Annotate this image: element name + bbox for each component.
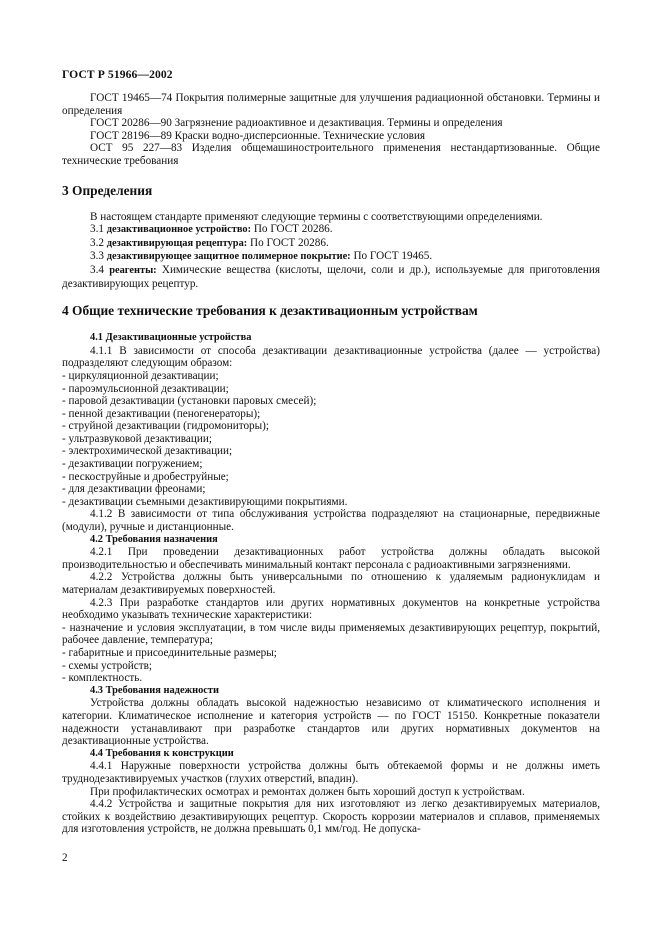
list-item: - пароэмульсионной дезактивации;	[62, 382, 229, 395]
subsection-4-3-heading: 4.3 Требования надежности	[90, 684, 219, 696]
list-item: - дезактивации съемными дезактивирующими покрытиями.	[62, 495, 348, 508]
list-item: - габаритные и присоединительные размеры;	[62, 646, 277, 659]
paragraph-4-4-1-continued: При профилактических осмотрах и ремонтах должен быть хороший доступ к устройствам.	[90, 785, 525, 798]
list-item: - паровой дезактивации (установки паровых смесей);	[62, 395, 317, 408]
definition-text: По ГОСТ 20286.	[247, 236, 329, 249]
definition-term: дезактивирующее защитное полимерное покрытие:	[106, 251, 351, 263]
definition-number: 3.3	[90, 250, 107, 263]
list-item: - для дезактивации фреонами;	[62, 483, 206, 496]
section-4-heading: 4 Общие технические требования к дезактивационным устройствам	[62, 303, 478, 319]
paragraph-4-4-2: 4.4.2 Устройства и защитные покрытия для них изготовляют из легко дезактивируемых материалов, стойких к воздействию дезактивирующих рецептур. Скорость коррозии материалов и сплавов, применяемых для изготовления устройств, не должна превышать 0,1 мм/год. Не допуска-	[62, 798, 600, 836]
list-item: - назначение и условия эксплуатации, в том числе виды применяемых дезактивирующих рецептур, покрытий, рабочее давление, температура;	[62, 621, 600, 647]
definition-item	[62, 250, 600, 264]
page-number: 2	[62, 852, 68, 864]
paragraph-4-3: Устройства должны обладать высокой надежностью независимо от климатического исполнения и категории. Климатическое исполнение и категория устройств — по ГОСТ 15150. Конкретные показатели надежности устанавливают при разработке стандартов или других нормативных документов на дезактивационные устройства.	[62, 697, 600, 748]
subsection-4-2-heading: 4.2 Требования назначения	[90, 533, 218, 545]
list-item: - струйной дезактивации (гидромониторы);	[62, 420, 270, 433]
list-item: - циркуляционной дезактивации;	[62, 369, 219, 382]
list-item: - пескоструйные и дробеструйные;	[62, 470, 229, 483]
definition-text: По ГОСТ 20286.	[251, 223, 333, 236]
ref-paragraph: ГОСТ 28196—89 Краски водно-дисперсионные. Технические условия	[90, 129, 426, 142]
definition-number: 3.4	[90, 263, 110, 276]
ref-paragraph: ГОСТ 19465—74 Покрытия полимерные защитные для улучшения радиационной обстановки. Термины и определения	[62, 92, 600, 117]
page-body	[62, 92, 600, 836]
ref-paragraph: ГОСТ 20286—90 Загрязнение радиоактивное и дезактивация. Термины и определения	[90, 117, 503, 130]
list-item: - ультразвуковой дезактивации;	[62, 432, 212, 445]
paragraph-4-2-3: 4.2.3 При разработке стандартов или других нормативных документов на конкретные устройства необходимо указывать технические характеристики:	[62, 596, 600, 622]
list-item: - дезактивации погружением;	[62, 458, 203, 471]
subsection-4-1-heading: 4.1 Дезактивационные устройства	[90, 332, 252, 344]
definition-term: дезактивирующая рецептура:	[106, 237, 248, 249]
paragraph-4-4-1: 4.4.1 Наружные поверхности устройства должны быть обтекаемой формы и не должны иметь труднодезактивируемых участков (глухих отверстий, впадин).	[62, 760, 600, 785]
definition-item	[62, 223, 600, 237]
definition-item	[62, 237, 600, 251]
subsection-4-4-heading: 4.4 Требования к конструкции	[90, 747, 234, 759]
definition-term: реагенты:	[109, 264, 157, 276]
paragraph-4-1-1: 4.1.1 В зависимости от способа дезактивации дезактивационные устройства (далее — устройства) подразделяют следующим образом:	[62, 344, 600, 370]
paragraph-4-2-2: 4.2.2 Устройства должны быть универсальными по отношению к удаляемым радионуклидам и материалам дезактивируемых поверхностей.	[62, 571, 600, 596]
ref-paragraph: ОСТ 95 227—83 Изделия общемашиностроительного применения нестандартизованные. Общие технические требования	[62, 142, 600, 167]
definition-number: 3.1	[90, 223, 107, 236]
definition-term: дезактивационное устройство:	[106, 224, 252, 236]
definition-number: 3.2	[90, 236, 107, 249]
list-item: - электрохимической дезактивации;	[62, 445, 233, 458]
definition-item	[62, 264, 600, 290]
section-3-heading: 3 Определения	[62, 182, 153, 198]
list-item: - пенной дезактивации (пеногенераторы);	[62, 407, 261, 420]
paragraph-4-1-2: 4.1.2 В зависимости от типа обслуживания устройства подразделяют на стационарные, передвижные (модули), ручные и дистанционные.	[62, 508, 600, 534]
list-item: - схемы устройств;	[62, 659, 153, 672]
document-header-code: ГОСТ Р 51966—2002	[62, 68, 173, 81]
definition-text: Химические вещества (кислоты, щелочи, соли и др.), используемые для приготовления дезактивирующих рецептур.	[62, 263, 601, 290]
definition-text: По ГОСТ 19465.	[350, 250, 433, 263]
section-3-intro: В настоящем стандарте применяют следующие термины с соответствующими определениями.	[90, 210, 543, 223]
paragraph-4-2-1: 4.2.1 При проведении дезактивационных работ устройства должны обладать высокой производительностью и обеспечивать минимальный контакт персонала с радиоактивными загрязнениями.	[62, 546, 600, 571]
list-item: - комплектность.	[62, 672, 143, 685]
